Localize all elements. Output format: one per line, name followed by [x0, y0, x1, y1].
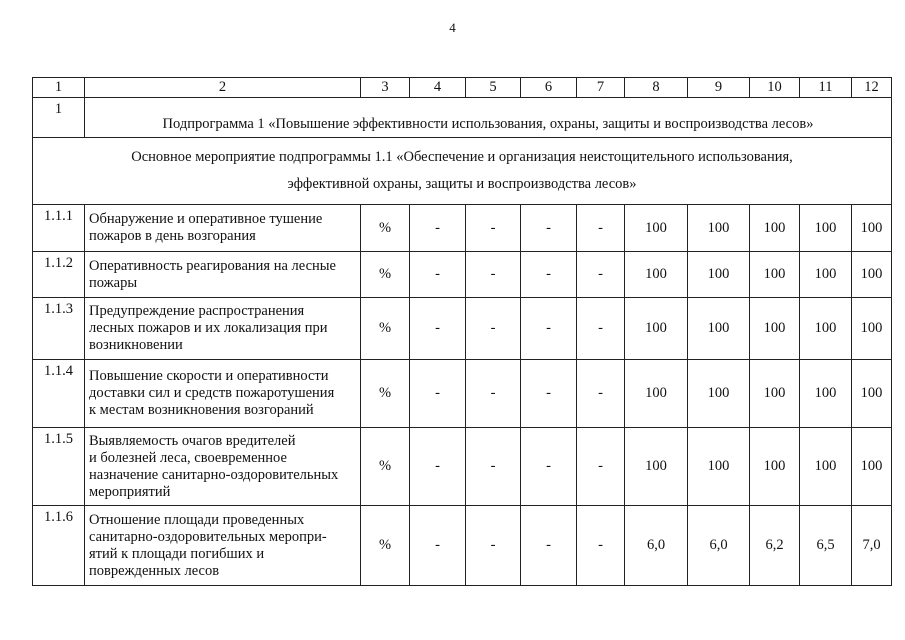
main-activity-title	[33, 138, 892, 205]
value-cell: -	[521, 428, 577, 506]
value-cell: -	[466, 428, 521, 506]
table-row	[33, 428, 892, 506]
value-cell: -	[577, 506, 625, 586]
indicator-name-line: Предупреждение распространения	[89, 303, 305, 319]
value-cell: -	[410, 360, 466, 428]
indicators-table	[32, 77, 892, 586]
value-cell: -	[466, 252, 521, 298]
indicator-name-line: Повышение скорости и оперативности	[89, 368, 329, 384]
value-cell: -	[410, 298, 466, 360]
unit-cell: %	[361, 428, 410, 506]
value-cell: 100	[688, 205, 750, 252]
column-number: 4	[410, 78, 466, 98]
table-row	[33, 205, 892, 252]
value-cell: -	[577, 205, 625, 252]
value-cell: 100	[800, 205, 852, 252]
column-number: 1	[33, 78, 85, 98]
value-cell: -	[521, 506, 577, 586]
value-cell: 6,2	[750, 506, 800, 586]
column-number: 5	[466, 78, 521, 98]
column-number: 6	[521, 78, 577, 98]
table-row	[33, 506, 892, 586]
value-cell: -	[466, 205, 521, 252]
row-number: 1.1.4	[33, 360, 85, 428]
unit-cell: %	[361, 506, 410, 586]
indicator-name-line: пожаров в день возгорания	[89, 228, 256, 244]
value-cell: 6,5	[800, 506, 852, 586]
unit-cell: %	[361, 205, 410, 252]
value-cell: 100	[750, 360, 800, 428]
indicator-name-line: и болезней леса, своевременное	[89, 449, 287, 466]
value-cell: -	[577, 428, 625, 506]
value-cell: 100	[625, 298, 688, 360]
column-number: 9	[688, 78, 750, 98]
subprogram-number: 1	[33, 98, 85, 138]
unit-cell: %	[361, 298, 410, 360]
column-number: 11	[800, 78, 852, 98]
value-cell: -	[410, 506, 466, 586]
value-cell: 100	[852, 252, 892, 298]
value-cell: -	[521, 252, 577, 298]
unit-cell: %	[361, 252, 410, 298]
value-cell: 6,0	[625, 506, 688, 586]
column-number: 8	[625, 78, 688, 98]
column-number: 12	[852, 78, 892, 98]
value-cell: 100	[750, 205, 800, 252]
value-cell: 100	[625, 252, 688, 298]
row-number: 1.1.3	[33, 298, 85, 360]
row-number: 1.1.1	[33, 205, 85, 252]
indicator-name	[85, 428, 361, 506]
indicator-name-line: Отношение площади проведенных	[89, 511, 305, 528]
main-activity-row	[33, 138, 892, 205]
value-cell: 100	[625, 428, 688, 506]
value-cell: 100	[688, 428, 750, 506]
value-cell: -	[521, 205, 577, 252]
unit-cell: %	[361, 360, 410, 428]
value-cell: 100	[750, 298, 800, 360]
indicator-name-line: назначение санитарно-оздоровительных	[89, 466, 339, 483]
indicator-name-line: поврежденных лесов	[89, 562, 220, 579]
main-activity-line: эффективной охраны, защиты и воспроизводства лесов»	[287, 176, 637, 192]
subprogram-row	[33, 98, 892, 138]
page-number: 4	[449, 20, 456, 35]
value-cell: -	[521, 360, 577, 428]
indicator-rows	[33, 205, 892, 586]
value-cell: 100	[852, 205, 892, 252]
column-number: 10	[750, 78, 800, 98]
value-cell: -	[466, 360, 521, 428]
value-cell: 100	[688, 252, 750, 298]
value-cell: 100	[852, 428, 892, 506]
table-row	[33, 252, 892, 298]
value-cell: -	[577, 252, 625, 298]
column-number: 7	[577, 78, 625, 98]
indicator-name-line: санитарно-оздоровительных меропри-	[89, 528, 327, 545]
value-cell: -	[577, 360, 625, 428]
value-cell: -	[466, 506, 521, 586]
value-cell: -	[521, 298, 577, 360]
value-cell: -	[410, 252, 466, 298]
indicator-name	[85, 298, 361, 360]
column-number: 3	[361, 78, 410, 98]
column-number: 2	[85, 78, 361, 98]
value-cell: 100	[800, 428, 852, 506]
indicator-name	[85, 360, 361, 428]
row-number: 1.1.6	[33, 506, 85, 586]
value-cell: -	[466, 298, 521, 360]
value-cell: -	[577, 298, 625, 360]
table-row	[33, 298, 892, 360]
value-cell: 7,0	[852, 506, 892, 586]
indicator-name-line: Оперативность реагирования на лесные	[89, 257, 336, 274]
value-cell: 100	[852, 298, 892, 360]
main-activity-line: Основное мероприятие подпрограммы 1.1 «Обеспечение и организация неистощительного использования,	[131, 149, 793, 165]
indicator-name-line: доставки сил и средств пожаротушения	[89, 385, 335, 401]
indicator-name-line: пожары	[89, 274, 138, 291]
value-cell: 100	[800, 252, 852, 298]
indicator-name-line: мероприятий	[89, 483, 171, 500]
value-cell: 100	[625, 205, 688, 252]
value-cell: 100	[688, 360, 750, 428]
indicator-name-line: лесных пожаров и их локализация при	[89, 320, 328, 336]
value-cell: 100	[800, 360, 852, 428]
indicator-name-line: Выявляемость очагов вредителей	[89, 432, 296, 449]
value-cell: 100	[625, 360, 688, 428]
indicator-name-line: ятий к площади погибших и	[89, 545, 265, 562]
row-number: 1.1.2	[33, 252, 85, 298]
indicator-name	[85, 205, 361, 252]
indicator-name	[85, 506, 361, 586]
value-cell: 100	[688, 298, 750, 360]
value-cell: 100	[750, 428, 800, 506]
column-number-row	[33, 78, 892, 98]
indicator-name-line: Обнаружение и оперативное тушение	[89, 211, 323, 227]
indicator-name-line: возникновении	[89, 337, 183, 353]
indicator-name	[85, 252, 361, 298]
row-number: 1.1.5	[33, 428, 85, 506]
subprogram-title: Подпрограмма 1 «Повышение эффективности использования, охраны, защиты и воспроизводства лесов»	[85, 98, 892, 138]
value-cell: 100	[852, 360, 892, 428]
value-cell: 100	[800, 298, 852, 360]
value-cell: 6,0	[688, 506, 750, 586]
value-cell: -	[410, 428, 466, 506]
value-cell: 100	[750, 252, 800, 298]
value-cell: -	[410, 205, 466, 252]
table-row	[33, 360, 892, 428]
indicator-name-line: к местам возникновения возгораний	[89, 402, 314, 418]
